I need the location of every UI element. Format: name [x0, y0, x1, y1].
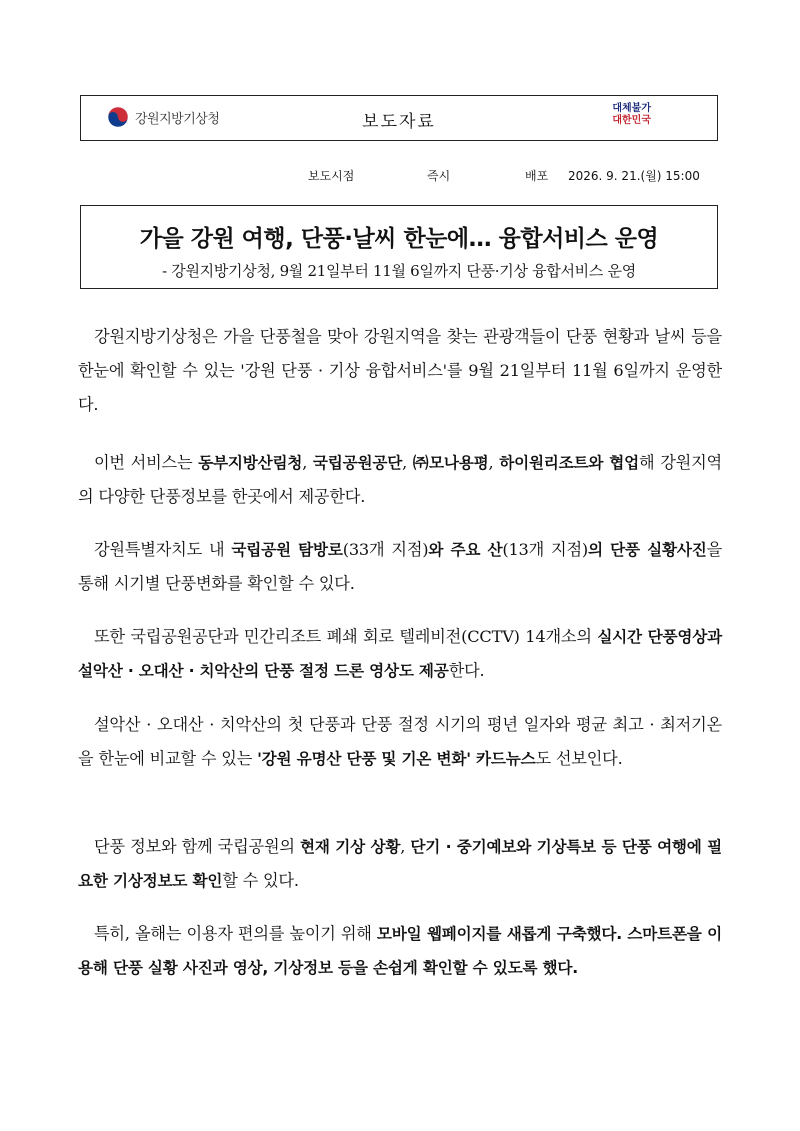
- body-text: 이번 서비스는: [94, 453, 199, 472]
- bold-text: 국립공원 탐방로: [231, 541, 343, 559]
- bold-text: '강원 유명산 단풍 및 기온 변화' 카드뉴스: [257, 750, 536, 768]
- slogan-line-1: 대체불가: [612, 103, 651, 114]
- body-text: ,: [302, 453, 313, 472]
- bold-text: 하이원리조트와 협업: [499, 454, 640, 472]
- bold-text: 모바일 웹페이지를 새롭게 구축했다. 스마트폰을 이용해 단풍 실황 사진과 영상, 기상정보 등을 손쉽게 확인할 수 있도록 했다.: [78, 925, 722, 977]
- body-text: 강원지방기상청은 가을 단풍철을 맞아 강원지역을 찾는 관광객들이 단풍 현황과 날씨 등을 한눈에 확인할 수 있는 '강원 단풍 · 기상 융합서비스'를 9월 21일부터 11월 6일까지 운영한다.: [78, 327, 722, 414]
- body-text: 해 강원지역의 다양한 단풍정보를 한곳에서 제공한다.: [78, 453, 722, 506]
- bold-text: 의 단풍 실황사진: [588, 541, 707, 559]
- body-paragraph-1: [78, 320, 722, 422]
- slogan-logo: [612, 103, 651, 127]
- slogan-line-2: 대한민국: [612, 115, 651, 126]
- bold-text: 단기 · 중기예보와 기상특보 등 단풍 여행에 필요한 기상정보도 확인: [78, 838, 723, 890]
- body-text: ,: [400, 837, 411, 856]
- body-text: 설악산 · 오대산 · 치악산의 첫 단풍과 단풍 절정 시기의 평년 일자와 평균 최고 · 최저기온을 한눈에 비교할 수 있는: [78, 715, 722, 768]
- bold-text: 실시간 단풍영상과 설악산 · 오대산 · 치악산의 단풍 절정 드론 영상도 제공: [78, 628, 723, 680]
- body-text: ,: [488, 453, 500, 472]
- body-text: 할 수 있다.: [222, 871, 299, 890]
- body-paragraph-4: [78, 620, 722, 688]
- body-text: 강원특별자치도 내: [94, 540, 232, 559]
- body-paragraph-5: [78, 708, 722, 776]
- body-text: 도 선보인다.: [535, 749, 623, 768]
- body-text: 또한 국립공원공단과 민간리조트 폐쇄 회로 텔레비전(CCTV) 14개소의: [94, 627, 598, 646]
- bold-text: ㈜모나용평: [412, 454, 489, 472]
- release-date-label: 배포: [525, 169, 549, 183]
- body-text: (33개 지점): [342, 540, 429, 559]
- bold-text: 와 주요 산: [428, 541, 503, 559]
- body-text: 특히, 올해는 이용자 편의를 높이기 위해: [94, 924, 377, 943]
- body-text: ,: [402, 453, 413, 472]
- doc-type-title: 보도자료: [362, 112, 436, 132]
- body-paragraph-2: [78, 446, 722, 514]
- body-paragraph-6: [78, 830, 722, 898]
- bold-text: 동부지방산림청: [198, 454, 303, 472]
- body-text: 단풍 정보와 함께 국립공원의: [94, 837, 301, 856]
- body-text: (13개 지점): [502, 540, 589, 559]
- headline-box: [80, 205, 718, 289]
- body-text: 을 통해 시기별 단풍변화를 확인할 수 있다.: [78, 540, 723, 593]
- release-time-value: 즉시: [427, 169, 451, 183]
- headline-subtitle: - 강원지방기상청, 9월 21일부터 11월 6일까지 단풍·기상 융합서비스 운영: [162, 262, 636, 280]
- body-text: 한다.: [448, 661, 485, 680]
- press-release-header: [80, 95, 718, 141]
- headline-title: 가을 강원 여행, 단풍·날씨 한눈에… 융합서비스 운영: [139, 226, 659, 252]
- body-paragraph-3: [78, 533, 722, 601]
- body-paragraph-7: [78, 917, 722, 985]
- bold-text: 국립공원공단: [312, 454, 403, 472]
- bold-text: 현재 기상 상황: [300, 838, 401, 856]
- release-time-label: 보도시점: [308, 169, 355, 183]
- org-name: 강원지방기상청: [135, 111, 220, 127]
- release-date-value: 2026. 9. 21.(월) 15:00: [568, 169, 700, 183]
